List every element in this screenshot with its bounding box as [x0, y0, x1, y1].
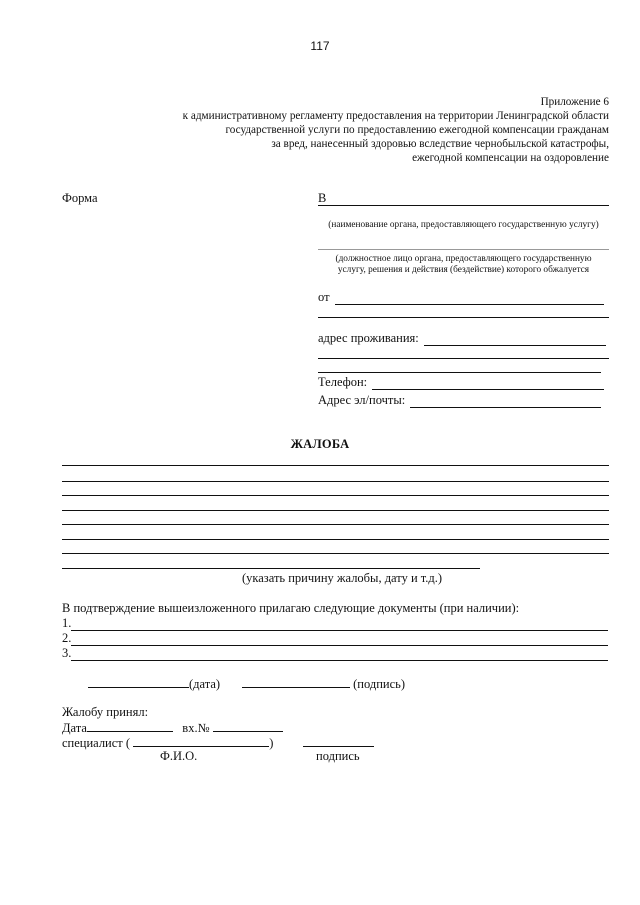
appendix-line-4: за вред, нанесенный здоровью вследствие чернобыльской катастрофы,	[271, 138, 609, 150]
complaint-line[interactable]	[62, 495, 609, 496]
to-prefix: В	[318, 191, 327, 205]
attachment-row-1[interactable]	[62, 616, 608, 631]
attachment-num-3: 3.	[62, 646, 72, 660]
attachment-num-1: 1.	[62, 616, 72, 630]
applicant-date-field[interactable]	[88, 676, 220, 692]
acceptance-date-label: Дата	[62, 721, 87, 735]
date-label: (дата)	[189, 677, 221, 691]
complaint-line[interactable]	[62, 553, 609, 554]
attachment-num-2: 2.	[62, 631, 72, 645]
email-field[interactable]	[318, 393, 601, 408]
address-field-line-2[interactable]	[318, 358, 609, 359]
address-field[interactable]	[318, 331, 606, 346]
fio-label: Ф.И.О.	[160, 749, 198, 763]
close-paren: )	[269, 736, 274, 750]
phone-field[interactable]	[318, 375, 604, 390]
acceptance-heading: Жалобу принял:	[62, 705, 149, 719]
appendix-line-1: Приложение 6	[540, 96, 609, 108]
applicant-signature-field[interactable]	[242, 676, 405, 692]
complaint-line[interactable]	[62, 465, 609, 466]
in-no-label: вх.№	[182, 721, 210, 735]
specialist-label: специалист (	[62, 736, 131, 750]
specialist-signature-label: подпись	[316, 749, 360, 763]
complaint-line[interactable]	[62, 481, 609, 482]
specialist-signature-field[interactable]	[303, 746, 374, 747]
from-field[interactable]	[318, 290, 604, 305]
organ-hint: (наименование органа, предоставляющего государственную услугу)	[328, 220, 599, 230]
phone-label: Телефон:	[318, 375, 368, 389]
document-title: ЖАЛОБА	[290, 437, 350, 451]
organ-name-field[interactable]	[318, 205, 609, 206]
address-label: адрес проживания:	[318, 331, 419, 345]
complaint-line[interactable]	[62, 568, 480, 569]
attachment-row-2[interactable]	[62, 631, 608, 646]
form-label: Форма	[62, 191, 98, 205]
official-hint-1: (должностное лицо органа, предоставляющего государственную	[335, 254, 592, 264]
official-hint-2: услугу, решения и действия (бездействие) которого обжалуется	[337, 265, 590, 275]
attachments-intro: В подтверждение вышеизложенного прилагаю следующие документы (при наличии):	[62, 601, 520, 615]
appendix-line-5: ежегодной компенсации на оздоровление	[412, 152, 609, 164]
email-label: Адрес эл/почты:	[318, 393, 406, 407]
complaint-line[interactable]	[62, 539, 609, 540]
address-field-line-3[interactable]	[318, 372, 601, 373]
official-field[interactable]	[318, 249, 609, 250]
appendix-header	[89, 95, 609, 165]
from-label: от	[318, 290, 330, 304]
complaint-line[interactable]	[62, 524, 609, 525]
complaint-caption: (указать причину жалобы, дату и т.д.)	[241, 571, 443, 585]
page-number: 117	[310, 39, 330, 53]
signature-label: (подпись)	[353, 677, 406, 691]
attachment-row-3[interactable]	[62, 646, 608, 661]
appendix-line-2: к административному регламенту предоставления на территории Ленинградской области	[182, 110, 609, 122]
from-field-line-2[interactable]	[318, 317, 609, 318]
complaint-line[interactable]	[62, 510, 609, 511]
acceptance-date-row[interactable]	[62, 720, 283, 736]
appendix-line-3: государственной услуги по предоставлению ежегодной компенсации гражданам	[225, 124, 609, 136]
